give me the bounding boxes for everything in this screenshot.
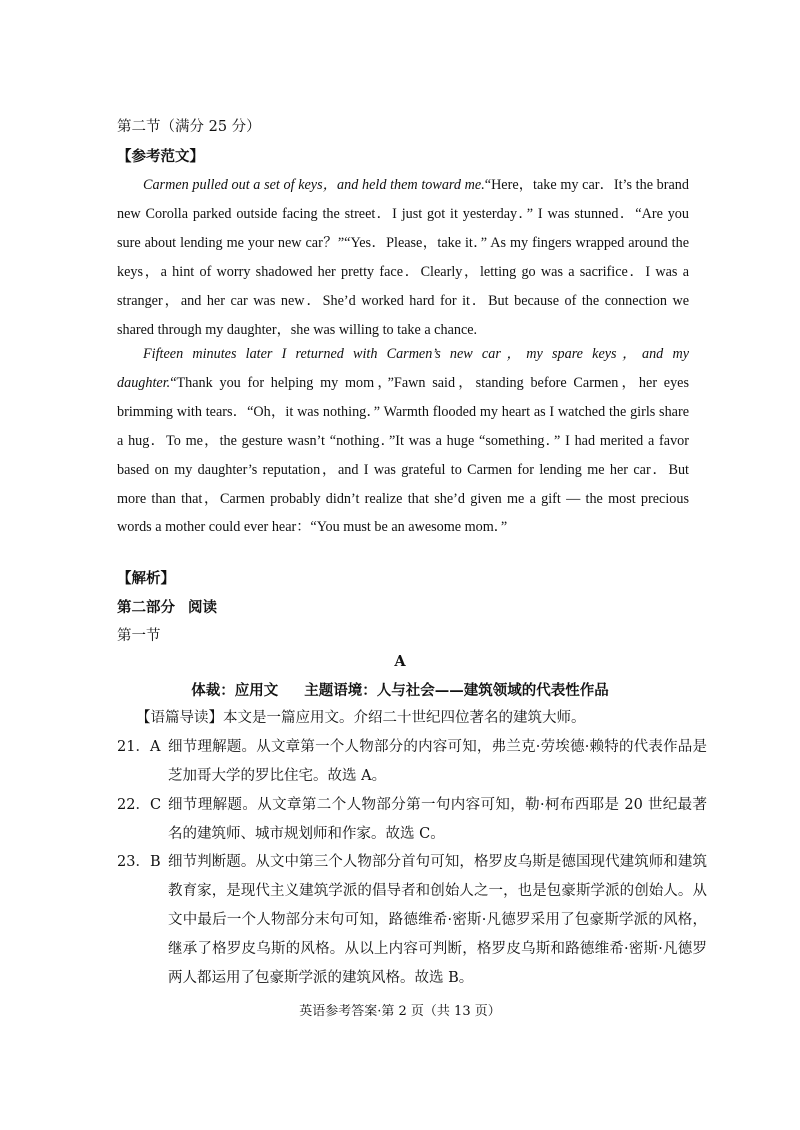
answer-item bbox=[117, 848, 707, 993]
analysis-title: 【解析】 bbox=[117, 570, 175, 587]
essay-paragraph-2-body: “Thank you for helping my mom，”Fawn said，standing before Carmen，her eyes brimming with tears．“Oh，it was nothing．” Warmth flooded my heart as I watched the girls share a hug．To me，the gesture wasn’t “nothing．”It was a huge “something．” I had merited a favor based on my daughter’s reputation，and I was grateful to Carmen for lending me her car．But more than that，Carmen probably didn’t realize that she’d given me a gift — the most precious words a mother could ever hear：“You must be an awesome mom．” bbox=[117, 374, 689, 536]
answer-item bbox=[117, 791, 707, 849]
page-footer: 英语参考答案·第 2 页（共 13 页） bbox=[299, 1004, 501, 1019]
answer-explanation: 细节理解题。从文章第一个人物部分的内容可知，弗兰克·劳埃德·赖特的代表作品是芝加哥大学的罗比住宅。故选 A。 bbox=[168, 739, 707, 784]
essay-paragraph-2-lead: Fifteen minutes later I returned with Carmen’s new car，my spare keys，and my daughter. bbox=[117, 346, 689, 391]
essay-paragraph-1-body: “Here，take my car．It’s the brand new Corolla parked outside facing the street．I just got it yesterday．” I was stunned．“Are you sure about lending me your new car？”“Yes．Please，take it．” As my fingers wrapped around the keys，a hint of worry shadowed her pretty face．Clearly，letting go was a sacrifice．I was a stranger，and her car was new．She’d worked hard for it．But because of the connection we shared through my daughter，she was willing to take a chance. bbox=[117, 177, 689, 338]
passage-letter: A bbox=[394, 653, 406, 670]
essay-paragraph-1-lead: Carmen pulled out a set of keys，and held them toward me. bbox=[143, 177, 485, 193]
answer-explanation: 细节判断题。从文中第三个人物部分首句可知，格罗皮乌斯是德国现代建筑师和建筑教育家，是现代主义建筑学派的倡导者和创始人之一，也是包豪斯学派的创始人。从文中最后一个人物部分末句可知，路德维希·密斯·凡德罗采用了包豪斯学派的风格，继承了格罗皮乌斯的风格。从以上内容可判断，格罗皮乌斯和路德维希·密斯·凡德罗两人都运用了包豪斯学派的建筑风格。故选 B。 bbox=[168, 854, 707, 986]
essay-paragraph-1 bbox=[117, 171, 689, 344]
passage-guide: 【语篇导读】本文是一篇应用文。介绍二十世纪四位著名的建筑大师。 bbox=[136, 710, 586, 726]
answer-item bbox=[117, 733, 707, 791]
answer-number: 22．C bbox=[117, 797, 162, 813]
section-heading: 第二节（满分 25 分） bbox=[117, 119, 261, 135]
answer-explanation: 细节理解题。从文章第二个人物部分第一句内容可知，勒·柯布西耶是 20 世纪最著名的建筑师、城市规划师和作家。故选 C。 bbox=[168, 797, 707, 842]
part-title: 第二部分 阅读 bbox=[117, 599, 218, 616]
reference-essay-title: 【参考范文】 bbox=[117, 148, 204, 165]
genre-theme-line bbox=[0, 679, 800, 700]
theme-label: 主题语境：人与社会——建筑领域的代表性作品 bbox=[304, 682, 609, 699]
answer-number: 21．A bbox=[117, 739, 161, 755]
genre-label: 体裁：应用文 bbox=[191, 682, 279, 699]
subsection-title: 第一节 bbox=[117, 628, 161, 644]
essay-paragraph-2 bbox=[117, 340, 689, 542]
answer-number: 23．B bbox=[117, 854, 161, 870]
